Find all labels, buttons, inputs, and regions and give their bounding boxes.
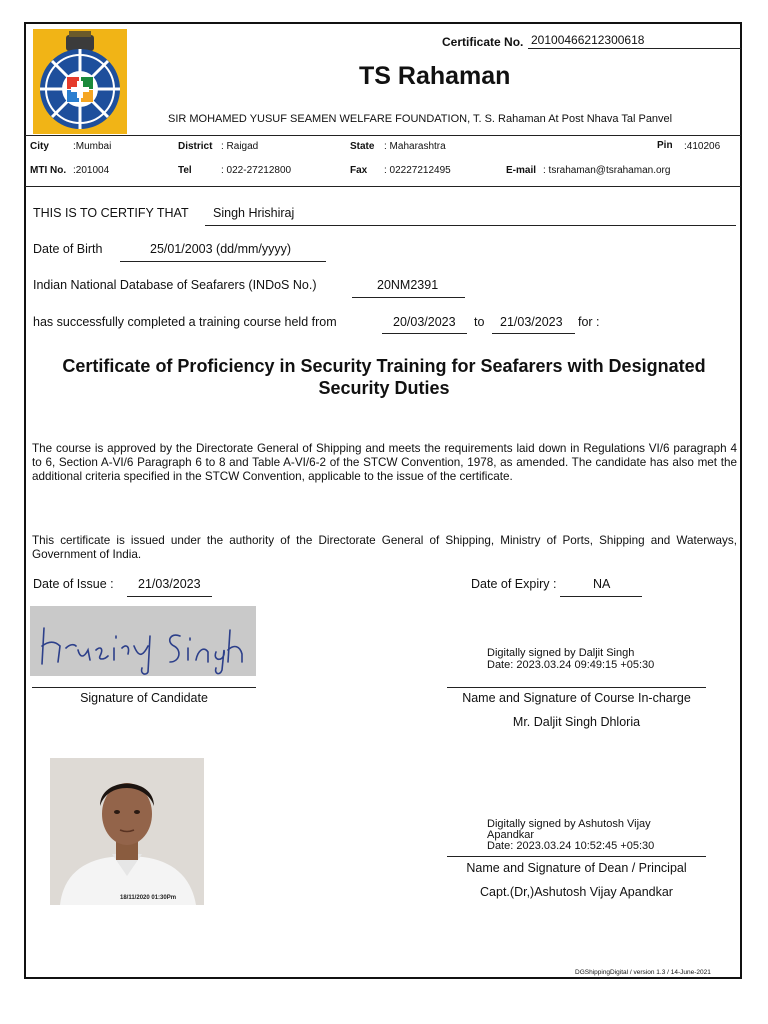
issue-date-underline — [127, 596, 212, 597]
dob-label: Date of Birth — [33, 242, 103, 256]
indos-label: Indian National Database of Seafarers (INDoS No.) — [33, 278, 317, 292]
pin-value: :410206 — [684, 141, 721, 152]
to-label: to — [474, 315, 485, 329]
issue-date-value: 21/03/2023 — [138, 577, 201, 591]
mti-label: MTI No. — [30, 165, 67, 176]
approval-paragraph: The course is approved by the Directorate General of Shipping and meets the requirements laid down in Regulations VI/6 paragraph 4 to 6, Section A-VI/6 Paragraph 6 to 8 and Table A-VI/6-2 of the STCW Convention, 1978, as amended. The candidate has also met the additional criteria specified in the STCW Convention, applicable to the issue of the certificate. — [32, 442, 737, 483]
tel-value: : 022-27212800 — [221, 165, 292, 176]
indos-underline — [352, 297, 465, 298]
city-label: City — [30, 141, 49, 152]
certificate-no-label: Certificate No. — [442, 35, 524, 49]
course-title-line2: Security Duties — [318, 378, 450, 398]
email-label: E-mail — [506, 165, 537, 176]
photo-timestamp: 18/11/2020 01:30Pm — [120, 895, 177, 901]
dean-digital-signature-line3: Date: 2023.03.24 10:52:45 +05:30 — [487, 840, 655, 852]
expiry-date-underline — [560, 596, 642, 597]
course-held-label: has successfully completed a training course held from — [33, 315, 337, 329]
contact-bottom-divider — [25, 186, 741, 187]
candidate-signature-image — [30, 606, 256, 676]
dob-value: 25/01/2003 (dd/mm/yyyy) — [150, 242, 292, 256]
candidate-name-underline — [205, 225, 736, 226]
footer-version: DGShippingDigital / version 1.3 / 14-June-2021 — [575, 969, 711, 976]
candidate-photo — [50, 758, 204, 905]
expiry-date-label: Date of Expiry : — [471, 577, 557, 591]
indos-value: 20NM2391 — [377, 278, 439, 292]
ship-wheel-emblem-icon — [33, 29, 127, 134]
institute-name: TS Rahaman — [359, 62, 511, 90]
city-value: :Mumbai — [73, 141, 112, 152]
incharge-digital-signature-line2: Date: 2023.03.24 09:49:15 +05:30 — [487, 659, 655, 671]
expiry-date-value: NA — [593, 577, 611, 591]
dob-underline — [120, 261, 326, 262]
dean-digital-signature-line1: Digitally signed by Ashutosh Vijay — [487, 818, 651, 830]
candidate-signature-line — [32, 687, 256, 688]
authority-paragraph: This certificate is issued under the authority of the Directorate General of Shipping, Ministry of Ports, Shipping and Waterways, Government of India. — [32, 534, 737, 561]
district-value: : Raigad — [221, 141, 259, 152]
dean-signature-line — [447, 856, 706, 857]
dean-name: Capt.(Dr,)Ashutosh Vijay Apandkar — [480, 885, 673, 899]
fax-value: : 02227212495 — [384, 165, 451, 176]
incharge-digital-signature-line1: Digitally signed by Daljit Singh — [487, 647, 635, 659]
to-date: 21/03/2023 — [500, 315, 563, 329]
incharge-name: Mr. Daljit Singh Dhloria — [512, 715, 641, 729]
institute-logo — [33, 29, 127, 134]
signature-icon — [30, 606, 256, 676]
contact-top-divider — [25, 135, 741, 136]
dean-digital-signature-line2: Apandkar — [487, 829, 535, 841]
mti-value: :201004 — [73, 165, 110, 176]
institute-address: SIR MOHAMED YUSUF SEAMEN WELFARE FOUNDATION, T. S. Rahaman At Post Nhava Tal Panvel — [168, 113, 673, 125]
tel-label: Tel — [178, 165, 192, 176]
for-label: for : — [578, 315, 600, 329]
certificate-no-value: 20100466212300618 — [531, 33, 645, 47]
state-label: State — [350, 141, 375, 152]
candidate-name: Singh Hrishiraj — [213, 206, 295, 220]
incharge-signature-label: Name and Signature of Course In-charge — [462, 691, 691, 705]
certificate-no-underline — [528, 48, 741, 49]
course-title-line1: Certificate of Proficiency in Security Training for Seafarers with Designated — [62, 356, 706, 376]
from-date-underline — [382, 333, 467, 334]
from-date: 20/03/2023 — [393, 315, 456, 329]
certify-label: THIS IS TO CERTIFY THAT — [33, 206, 189, 220]
to-date-underline — [492, 333, 575, 334]
pin-label: Pin — [657, 140, 673, 151]
email-value: : tsrahaman@tsrahaman.org — [543, 165, 671, 176]
candidate-signature-label: Signature of Candidate — [80, 691, 208, 705]
state-value: : Maharashtra — [384, 141, 446, 152]
dean-signature-label: Name and Signature of Dean / Principal — [466, 861, 687, 875]
district-label: District — [178, 141, 213, 152]
fax-label: Fax — [350, 165, 368, 176]
incharge-signature-line — [447, 687, 706, 688]
person-portrait-icon — [50, 758, 204, 905]
issue-date-label: Date of Issue : — [33, 577, 114, 591]
